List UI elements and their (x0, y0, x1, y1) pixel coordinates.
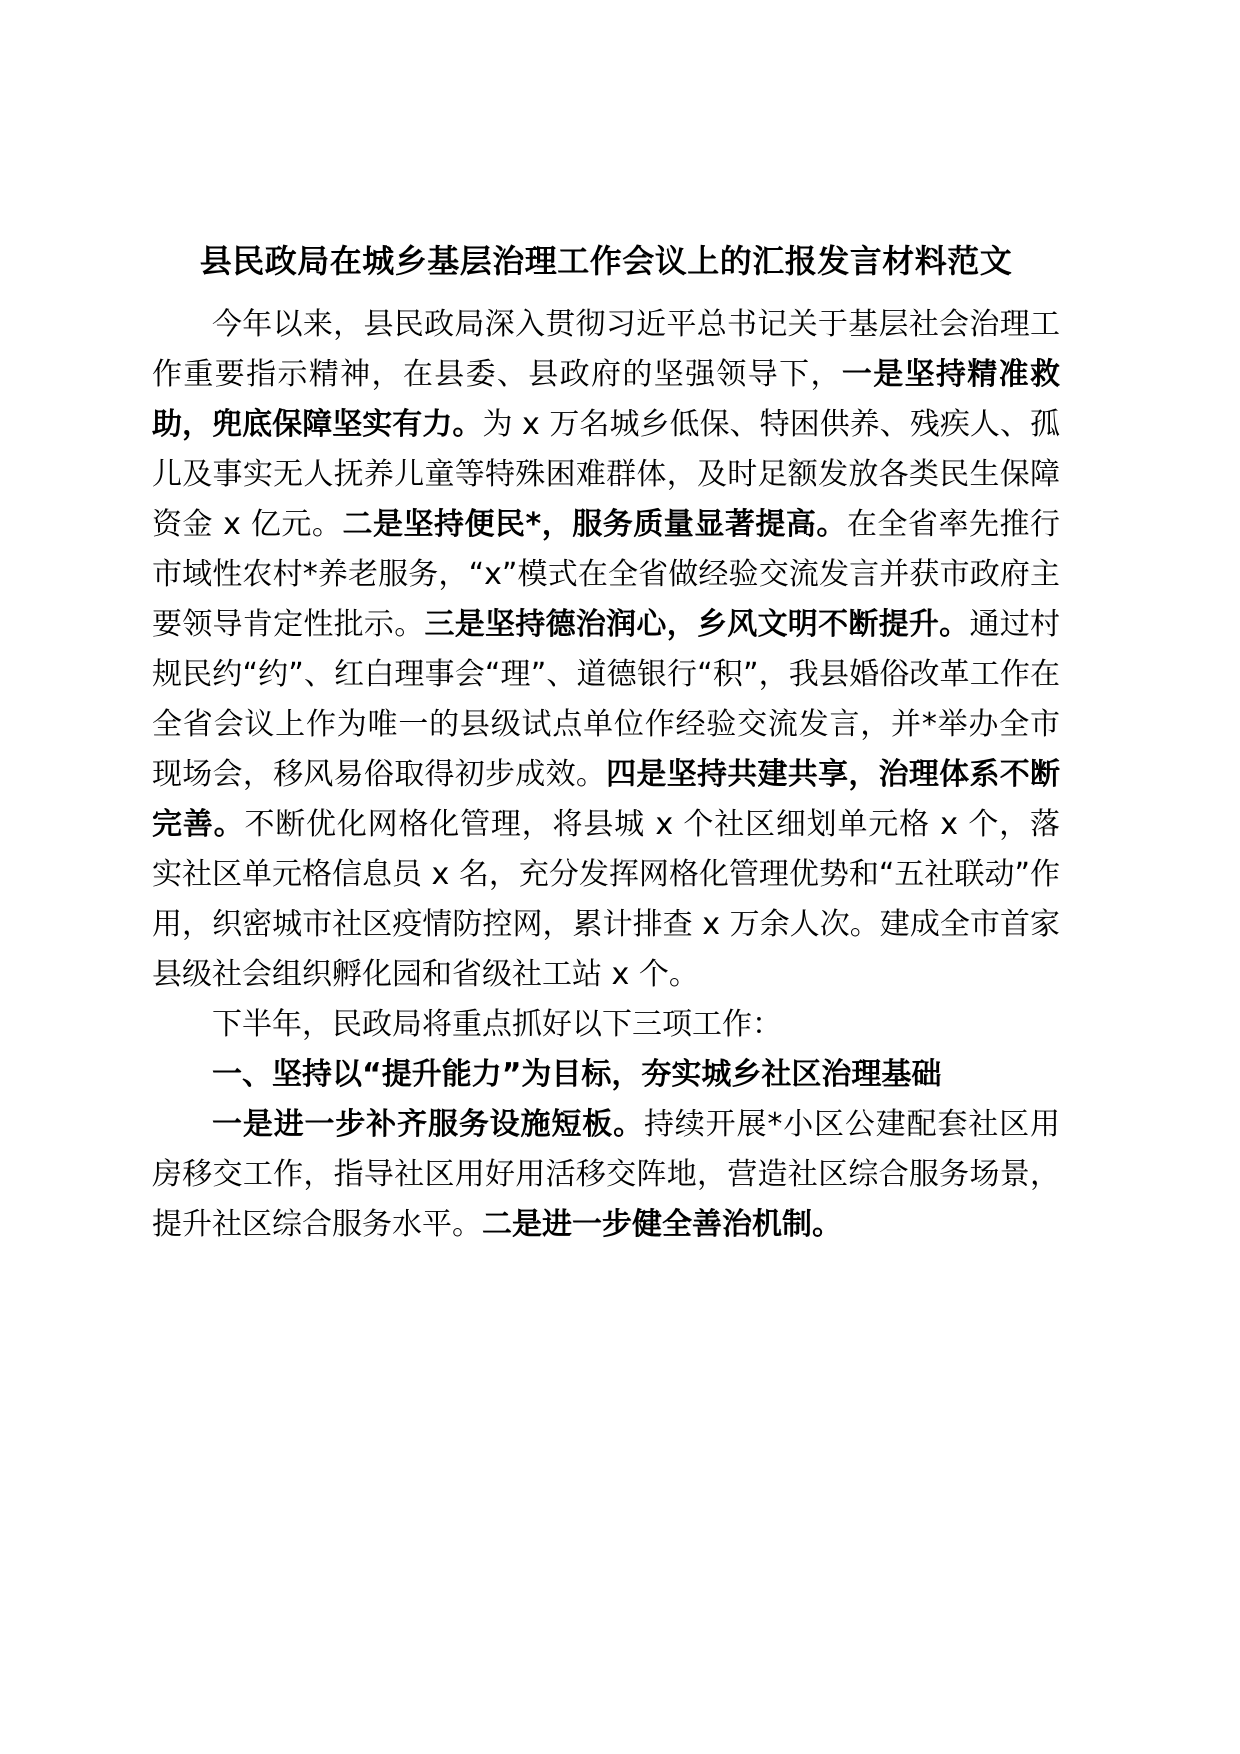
para-second-half (152, 1000, 1060, 1050)
text-run: 下半年，民政局将重点抓好以下三项工作： (212, 1007, 782, 1042)
text-run: 不断优化网格化管理，将县城 x 个社区细划单元格 x 个，落实社区单元格信息员 x 名，充分发挥网格化管理优势和“五社联动”作用，织密城市社区疫情防控网，累计排查 x 万余人次。建成全市首家县级社会组织孵化园和省级社工站 x 个。 (152, 807, 1060, 992)
text-run-bold: 一、坚持以“提升能力”为目标，夯实城乡社区治理基础 (212, 1057, 942, 1092)
text-run: 今年以来，县民政局深入贯彻习近平总书记关于基层社会治理工作重要指示精神，在县委、县政府的坚强领导下， (152, 307, 1060, 392)
para-section-one-body (152, 1100, 1060, 1250)
document-body (152, 236, 1060, 1250)
text-run: 在全省率先推行市域性农村*养老服务，“x”模式在全省做经验交流发言并获市政府主要领导肯定性批示。 (152, 507, 1060, 642)
text-run-bold: 二是进一步健全善治机制。 (482, 1207, 842, 1242)
text-run-bold: 一是坚持精准救助，兜底保障坚实有力。 (152, 357, 1061, 442)
page-title: 县民政局在城乡基层治理工作会议上的汇报发言材料范文 (199, 242, 1013, 280)
para-section-one-heading (152, 1050, 1060, 1100)
text-run-bold: 一是进一步补齐服务设施短板。 (212, 1107, 644, 1142)
text-run-bold: 三是坚持德治润心，乡风文明不断提升。 (424, 607, 970, 642)
text-run: 通过村规民约“约”、红白理事会“理”、道德银行“积”，我县婚俗改革工作在全省会议上作为唯一的县级试点单位作经验交流发言，并*举办全市现场会，移风易俗取得初步成效。 (152, 607, 1061, 792)
text-run-bold: 二是坚持便民*，服务质量显著提高。 (342, 507, 847, 542)
text-run: 持续开展*小区公建配套社区用房移交工作，指导社区用好用活移交阵地，营造社区综合服务场景，提升社区综合服务水平。 (152, 1107, 1061, 1242)
para-opening (152, 300, 1060, 1000)
text-run-bold: 四是坚持共建共享，治理体系不断完善。 (152, 757, 1061, 842)
text-run: 为 x 万名城乡低保、特困供养、残疾人、孤儿及事实无人抚养儿童等特殊困难群体，及时足额发放各类民生保障资金 x 亿元。 (152, 407, 1061, 542)
paragraph-container (152, 300, 1060, 1250)
